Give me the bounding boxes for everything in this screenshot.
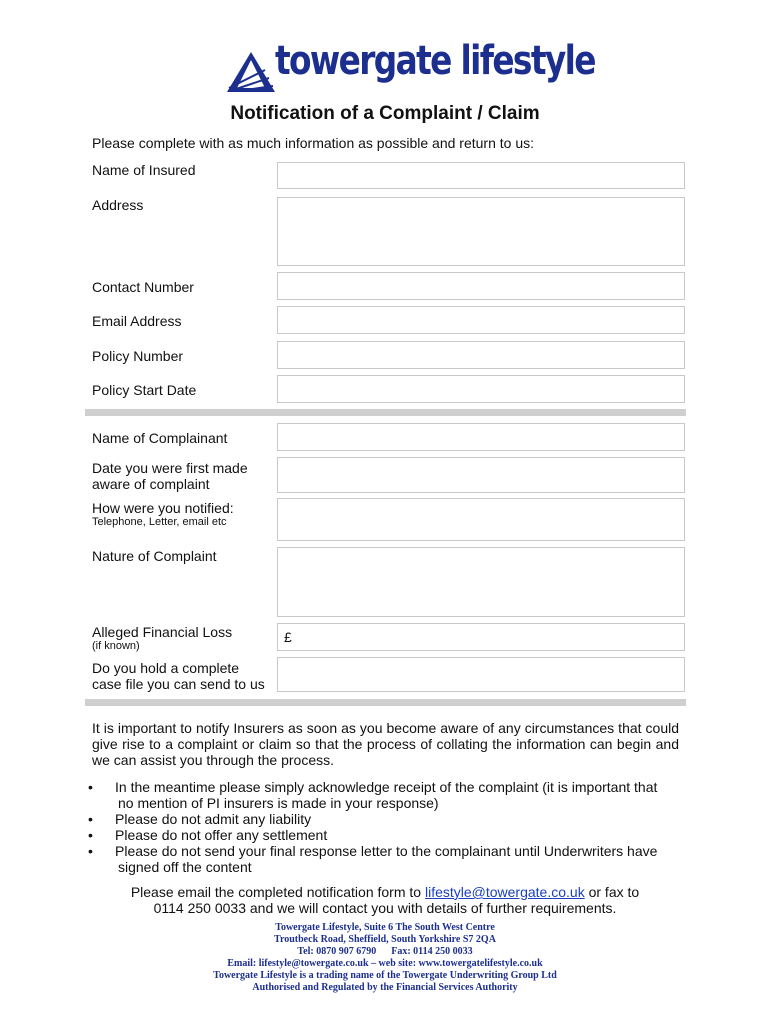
name-of-complainant-label: Name of Complainant: [92, 430, 228, 446]
section-divider: [85, 409, 686, 416]
instruction-list: [88, 779, 682, 875]
how-notified-sublabel: Telephone, Letter, email etc: [92, 516, 227, 528]
name-of-insured-field[interactable]: [277, 162, 685, 189]
contact-number-field[interactable]: [277, 272, 685, 300]
section-divider-2: [85, 699, 686, 706]
footer-line-email: Email: lifestyle@towergate.co.uk – web site: www.towergatelifestyle.co.uk: [227, 958, 543, 969]
list-item-text: In the meantime please simply acknowledge receipt of the complaint (it is important that: [115, 779, 658, 795]
contact-number-label: Contact Number: [92, 279, 194, 295]
date-aware-label-line1: Date you were first made: [92, 460, 248, 476]
bullet-icon: •: [88, 843, 93, 859]
footer-line-trading-name: Towergate Lifestyle is a trading name of the Towergate Underwriting Group Ltd: [213, 970, 557, 981]
date-aware-label-line2: aware of complaint: [92, 476, 210, 492]
how-notified-field[interactable]: [277, 498, 685, 541]
how-notified-label: [92, 500, 234, 529]
form-title: Notification of a Complaint / Claim: [230, 103, 540, 124]
bullet-icon: •: [88, 811, 93, 827]
nature-of-complaint-label: Nature of Complaint: [92, 548, 217, 564]
case-file-label: [92, 660, 265, 692]
list-item: [88, 811, 682, 827]
closing-text-after: or fax to: [584, 884, 640, 900]
bullet-icon: •: [88, 779, 93, 795]
nature-of-complaint-field[interactable]: [277, 547, 685, 617]
date-aware-field[interactable]: [277, 457, 685, 493]
alleged-financial-loss-label-main: Alleged Financial Loss: [92, 624, 233, 640]
address-field[interactable]: [277, 197, 685, 266]
how-notified-label-main: How were you notified:: [92, 500, 234, 516]
list-item: [88, 827, 682, 843]
alleged-financial-loss-field[interactable]: [277, 623, 685, 651]
brand-name: towergate lifestyle: [275, 38, 595, 84]
closing-text-before: Please email the completed notification form to: [130, 884, 425, 900]
policy-number-field[interactable]: [277, 341, 685, 369]
policy-start-date-label: Policy Start Date: [92, 382, 197, 398]
list-item-text-cont: signed off the content: [118, 859, 252, 875]
footer-line-address: Towergate Lifestyle, Suite 6 The South West Centre: [275, 922, 495, 933]
case-file-field[interactable]: [277, 657, 685, 692]
footer-line-address-2: Troutbeck Road, Sheffield, South Yorkshire S7 2QA: [274, 934, 496, 945]
email-address-field[interactable]: [277, 306, 685, 334]
alleged-financial-loss-sublabel: (if known): [92, 640, 140, 652]
footer-line-phone: Tel: 0870 907 6790 Fax: 0114 250 0033: [297, 946, 473, 957]
address-label: Address: [92, 197, 144, 213]
closing-text-line2: 0114 250 0033 and we will contact you with details of further requirements.: [153, 900, 617, 916]
notification-paragraph: It is important to notify Insurers as soon as you become aware of any circumstances that could give rise to a complaint or claim so that the process of collating the information can begin and we can assist you through the process.: [92, 720, 679, 768]
pound-symbol: £: [284, 629, 292, 645]
alleged-financial-loss-label: [92, 624, 232, 653]
list-item-text: Please do not offer any settlement: [115, 827, 328, 843]
triangle-logo-icon: [225, 50, 277, 94]
name-of-insured-label: Name of Insured: [92, 162, 196, 178]
case-file-label-line2: case file you can send to us: [92, 676, 265, 692]
list-item: [88, 779, 682, 811]
email-address-label: Email Address: [92, 313, 182, 329]
bullet-icon: •: [88, 827, 93, 843]
list-item-text: Please do not admit any liability: [115, 811, 312, 827]
brand-logo: [225, 38, 595, 98]
email-link[interactable]: lifestyle@towergate.co.uk: [424, 884, 585, 900]
footer: [0, 922, 770, 994]
list-item: [88, 843, 682, 875]
list-item-text: Please do not send your final response letter to the complainant until Underwriters have: [115, 843, 658, 859]
footer-line-regulation: Authorised and Regulated by the Financial Services Authority: [252, 982, 518, 993]
policy-number-label: Policy Number: [92, 348, 184, 364]
case-file-label-line1: Do you hold a complete: [92, 660, 240, 676]
policy-start-date-field[interactable]: [277, 375, 685, 403]
closing-instructions: [100, 884, 670, 916]
form-intro: Please complete with as much information as possible and return to us:: [92, 135, 535, 151]
list-item-text-cont: no mention of PI insurers is made in your response): [118, 795, 439, 811]
name-of-complainant-field[interactable]: [277, 423, 685, 451]
date-aware-label: [92, 460, 248, 492]
